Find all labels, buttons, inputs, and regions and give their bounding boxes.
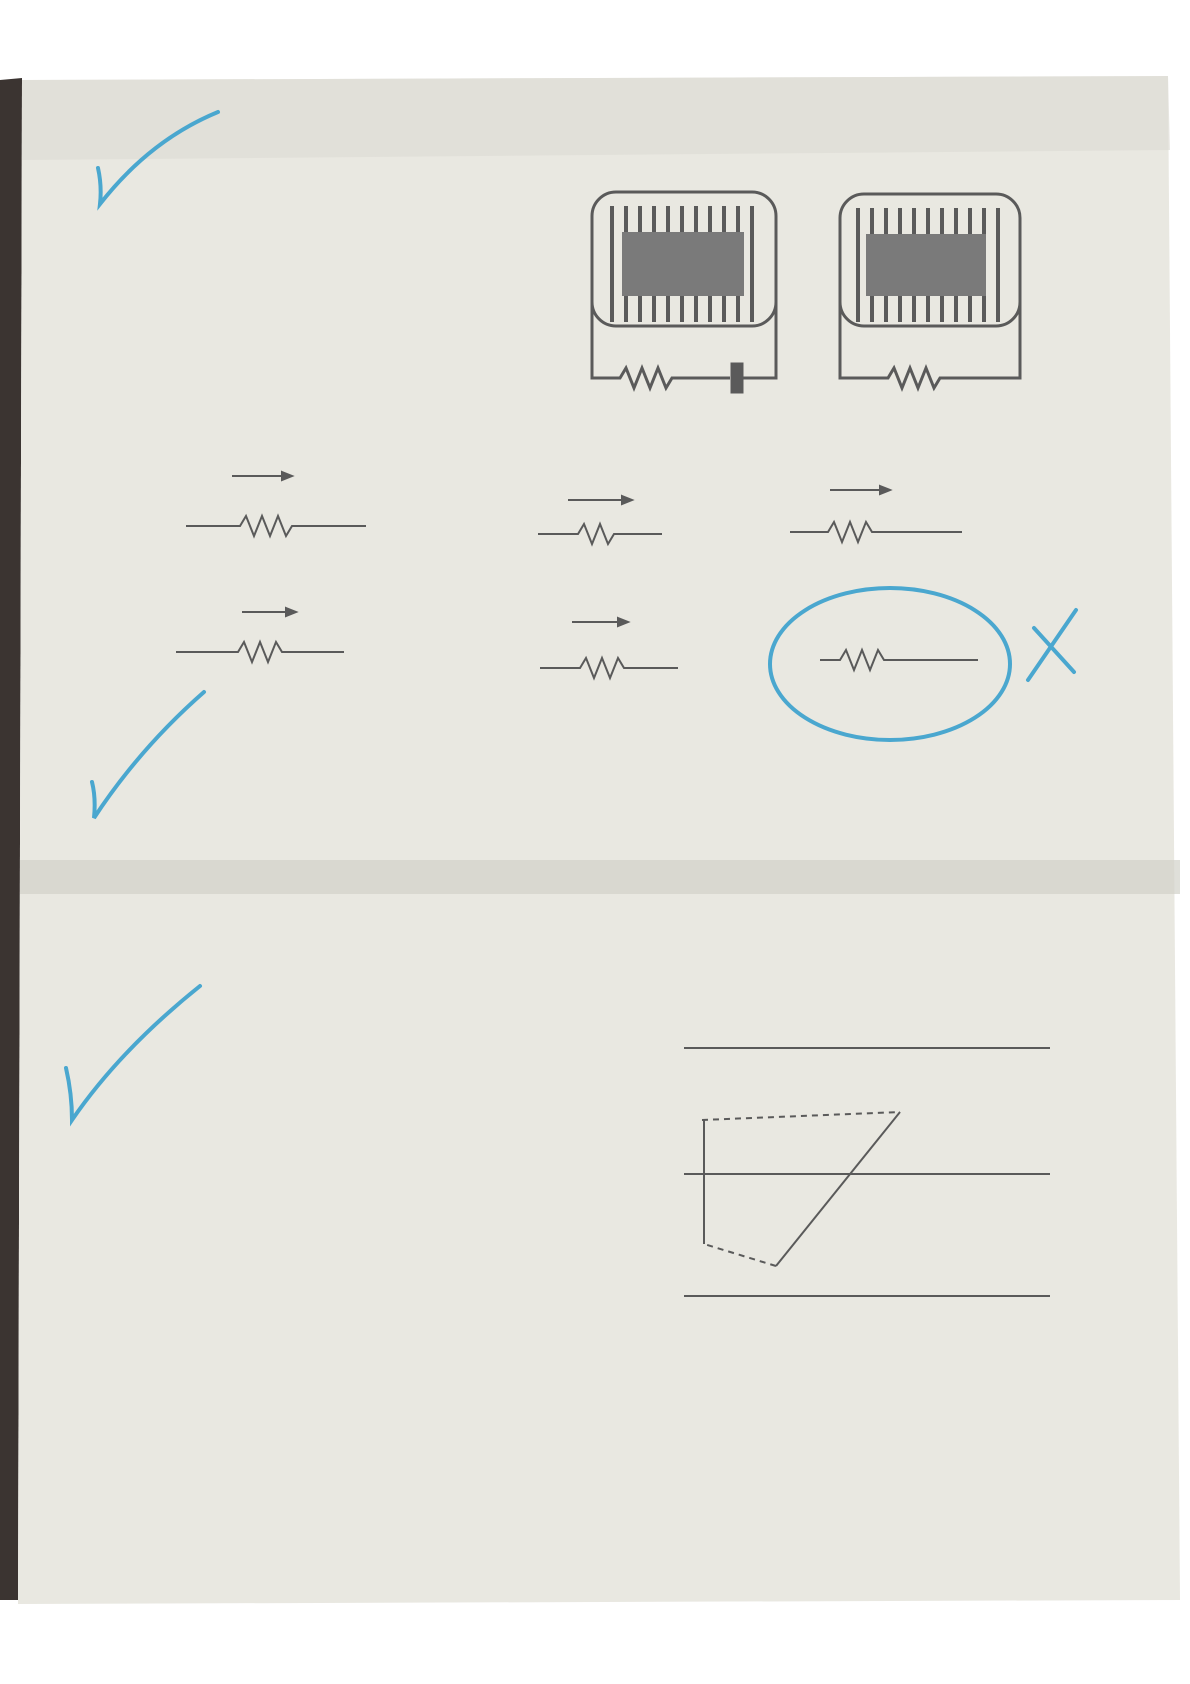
paper-shade — [22, 76, 1170, 160]
paper-sheet — [18, 76, 1180, 1604]
paper-fold — [20, 860, 1180, 894]
